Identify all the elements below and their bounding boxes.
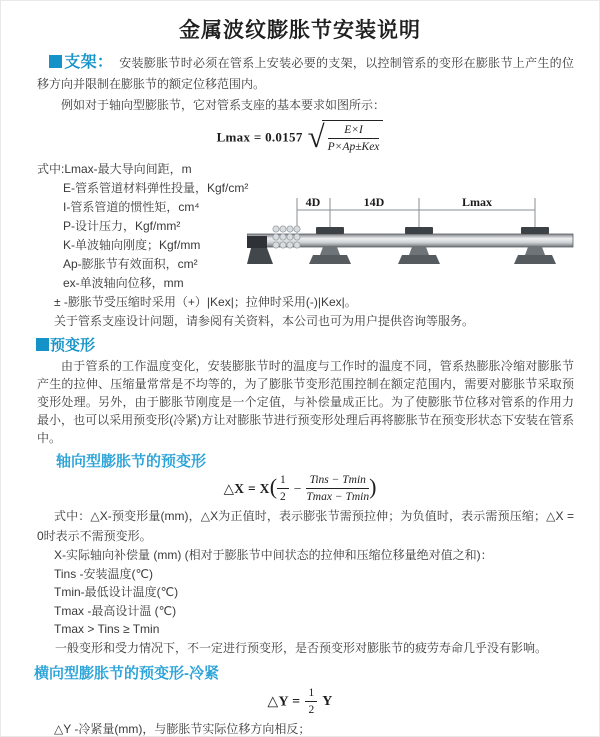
definition-line: Ap-膨胀节有效面积，cm² xyxy=(63,257,198,271)
open-paren: ( xyxy=(269,473,278,499)
lateral-formula-rhs: Y xyxy=(322,693,333,709)
axial-definitions-list xyxy=(37,546,574,639)
definition-line: Tmin-最低设计温度(℃) xyxy=(54,585,179,599)
half-numerator: 1 xyxy=(277,473,289,489)
minus-sign: − xyxy=(293,480,302,496)
support-section-label: 支架： xyxy=(64,54,114,71)
half-denominator: 2 xyxy=(280,491,286,504)
support-intro-text: 安装膨胀节时必须在管系上安装必要的支架，以控制管系的变形在膨胀节上产生的位移方向并限制在膨胀节的额定位移范围内。 xyxy=(37,56,574,91)
temperature-numerator: Tins − Tmin xyxy=(306,473,369,489)
lmax-fraction xyxy=(328,123,380,155)
section-marker-icon xyxy=(36,338,49,351)
definition-line: Tins -安装温度(℃) xyxy=(54,566,154,581)
axial-subtitle: 轴向型膨胀节的预变形 xyxy=(56,453,207,470)
predeform-section-heading xyxy=(36,334,599,355)
predeform-paragraph: 由于管系的工作温度变化，安装膨胀节时的温度与工作时的温度不同，管系热膨胀冷缩对膨胀节产生的拉伸、压缩量常常是不均等的，为了膨胀节变形范围控制在额定范围内，需要对膨胀节采取预变形处理。另外，由于膨胀节刚度是一个定值，与补偿量成正比。为了使膨胀节位移对管系的作用力最小，也可以采用预变形(冷紧)方让对膨胀节进行预变形处理后再将膨胀节在预变形状态下安装在管系中。 xyxy=(37,359,574,445)
temperature-denominator: Tmax − Tmin xyxy=(306,491,370,504)
lmax-formula xyxy=(1,120,599,156)
dim-label-4d: 4D xyxy=(305,195,321,209)
section-marker-icon xyxy=(49,55,62,68)
lateral-numerator: 1 xyxy=(305,686,317,702)
lateral-formula xyxy=(1,686,599,716)
lateral-formula-lhs: △Y = xyxy=(267,693,301,709)
temperature-inequality: Tmax > Tins ≥ Tmin xyxy=(54,622,160,636)
close-paren: ) xyxy=(369,473,377,499)
radical-expression xyxy=(308,120,384,155)
temperature-fraction xyxy=(306,473,369,505)
axial-note: 一般变形和受力情况下，不一定进行预变形，是否预变形对膨胀节的疲劳寿命几乎没有影响。 xyxy=(55,640,548,655)
definition-line: P-设计压力，Kgf/mm² xyxy=(63,219,181,233)
page-title: 金属波纹膨胀节安装说明 xyxy=(179,19,421,42)
support-intro-paragraph xyxy=(37,52,574,95)
definition-line: ± -膨胀节受压缩时采用（+）|Kex|；拉伸时采用(-)|Kex|。 xyxy=(54,295,357,309)
half-fraction xyxy=(277,473,289,505)
dim-label-14d: 14D xyxy=(363,195,385,209)
axial-formula xyxy=(1,473,599,505)
predeform-heading-text: 预变形 xyxy=(50,337,96,354)
axial-explain-paragraph: 式中：△X-预变形量(mm)，△X为正值时，表示膨张节需预拉伸；为负值时，表示需预压缩；△X = 0时表示不需预变形。 xyxy=(37,509,574,543)
dim-label-lmax: Lmax xyxy=(462,195,492,209)
definition-line: Tmax -最高设计温 (℃) xyxy=(54,603,177,618)
consulting-note-line: 关于管系支座设计问题，请参阅有关资料，本公司也可为用户提供咨询等服务。 xyxy=(54,314,475,328)
lateral-denominator: 2 xyxy=(308,703,315,716)
definition-line: 式中:Lmax-最大导向间距，m xyxy=(37,162,192,176)
support-example-line: 例如对于轴向型膨胀节，它对管系支座的基本要求如图所示： xyxy=(61,98,386,112)
lmax-fraction-numerator: E×I xyxy=(328,123,380,139)
definition-line: X-实际轴向补偿量 (mm) (相对于膨胀节中间状态的拉伸和压缩位移量绝对值之和)： xyxy=(54,548,493,562)
lmax-formula-prefix: Lmax = 0.0157 xyxy=(216,129,303,145)
radical-content xyxy=(322,120,384,155)
pipe-support-diagram xyxy=(247,190,597,282)
definition-line: E-管系管道材料弹性投量，Kgf/cm² xyxy=(63,181,249,195)
definition-line: ex-单波轴向位移，mm xyxy=(63,276,184,290)
definition-line: I-管系管道的惯性矩，cm⁴ xyxy=(63,200,200,214)
lateral-subtitle: 横向型膨胀节的预变形-冷紧 xyxy=(34,664,219,682)
definition-line: K-单波轴向刚度；Kgf/mm xyxy=(63,238,201,252)
lateral-half-fraction xyxy=(305,686,317,718)
radical-sign-icon: √ xyxy=(307,119,325,155)
lateral-definition-line: △Y -冷紧量(mm)，与膨胀节实际位移方向相反； xyxy=(54,721,311,736)
lmax-fraction-denominator: P×Ap±Kex xyxy=(327,141,380,154)
axial-formula-lhs: △X = X xyxy=(223,480,270,496)
